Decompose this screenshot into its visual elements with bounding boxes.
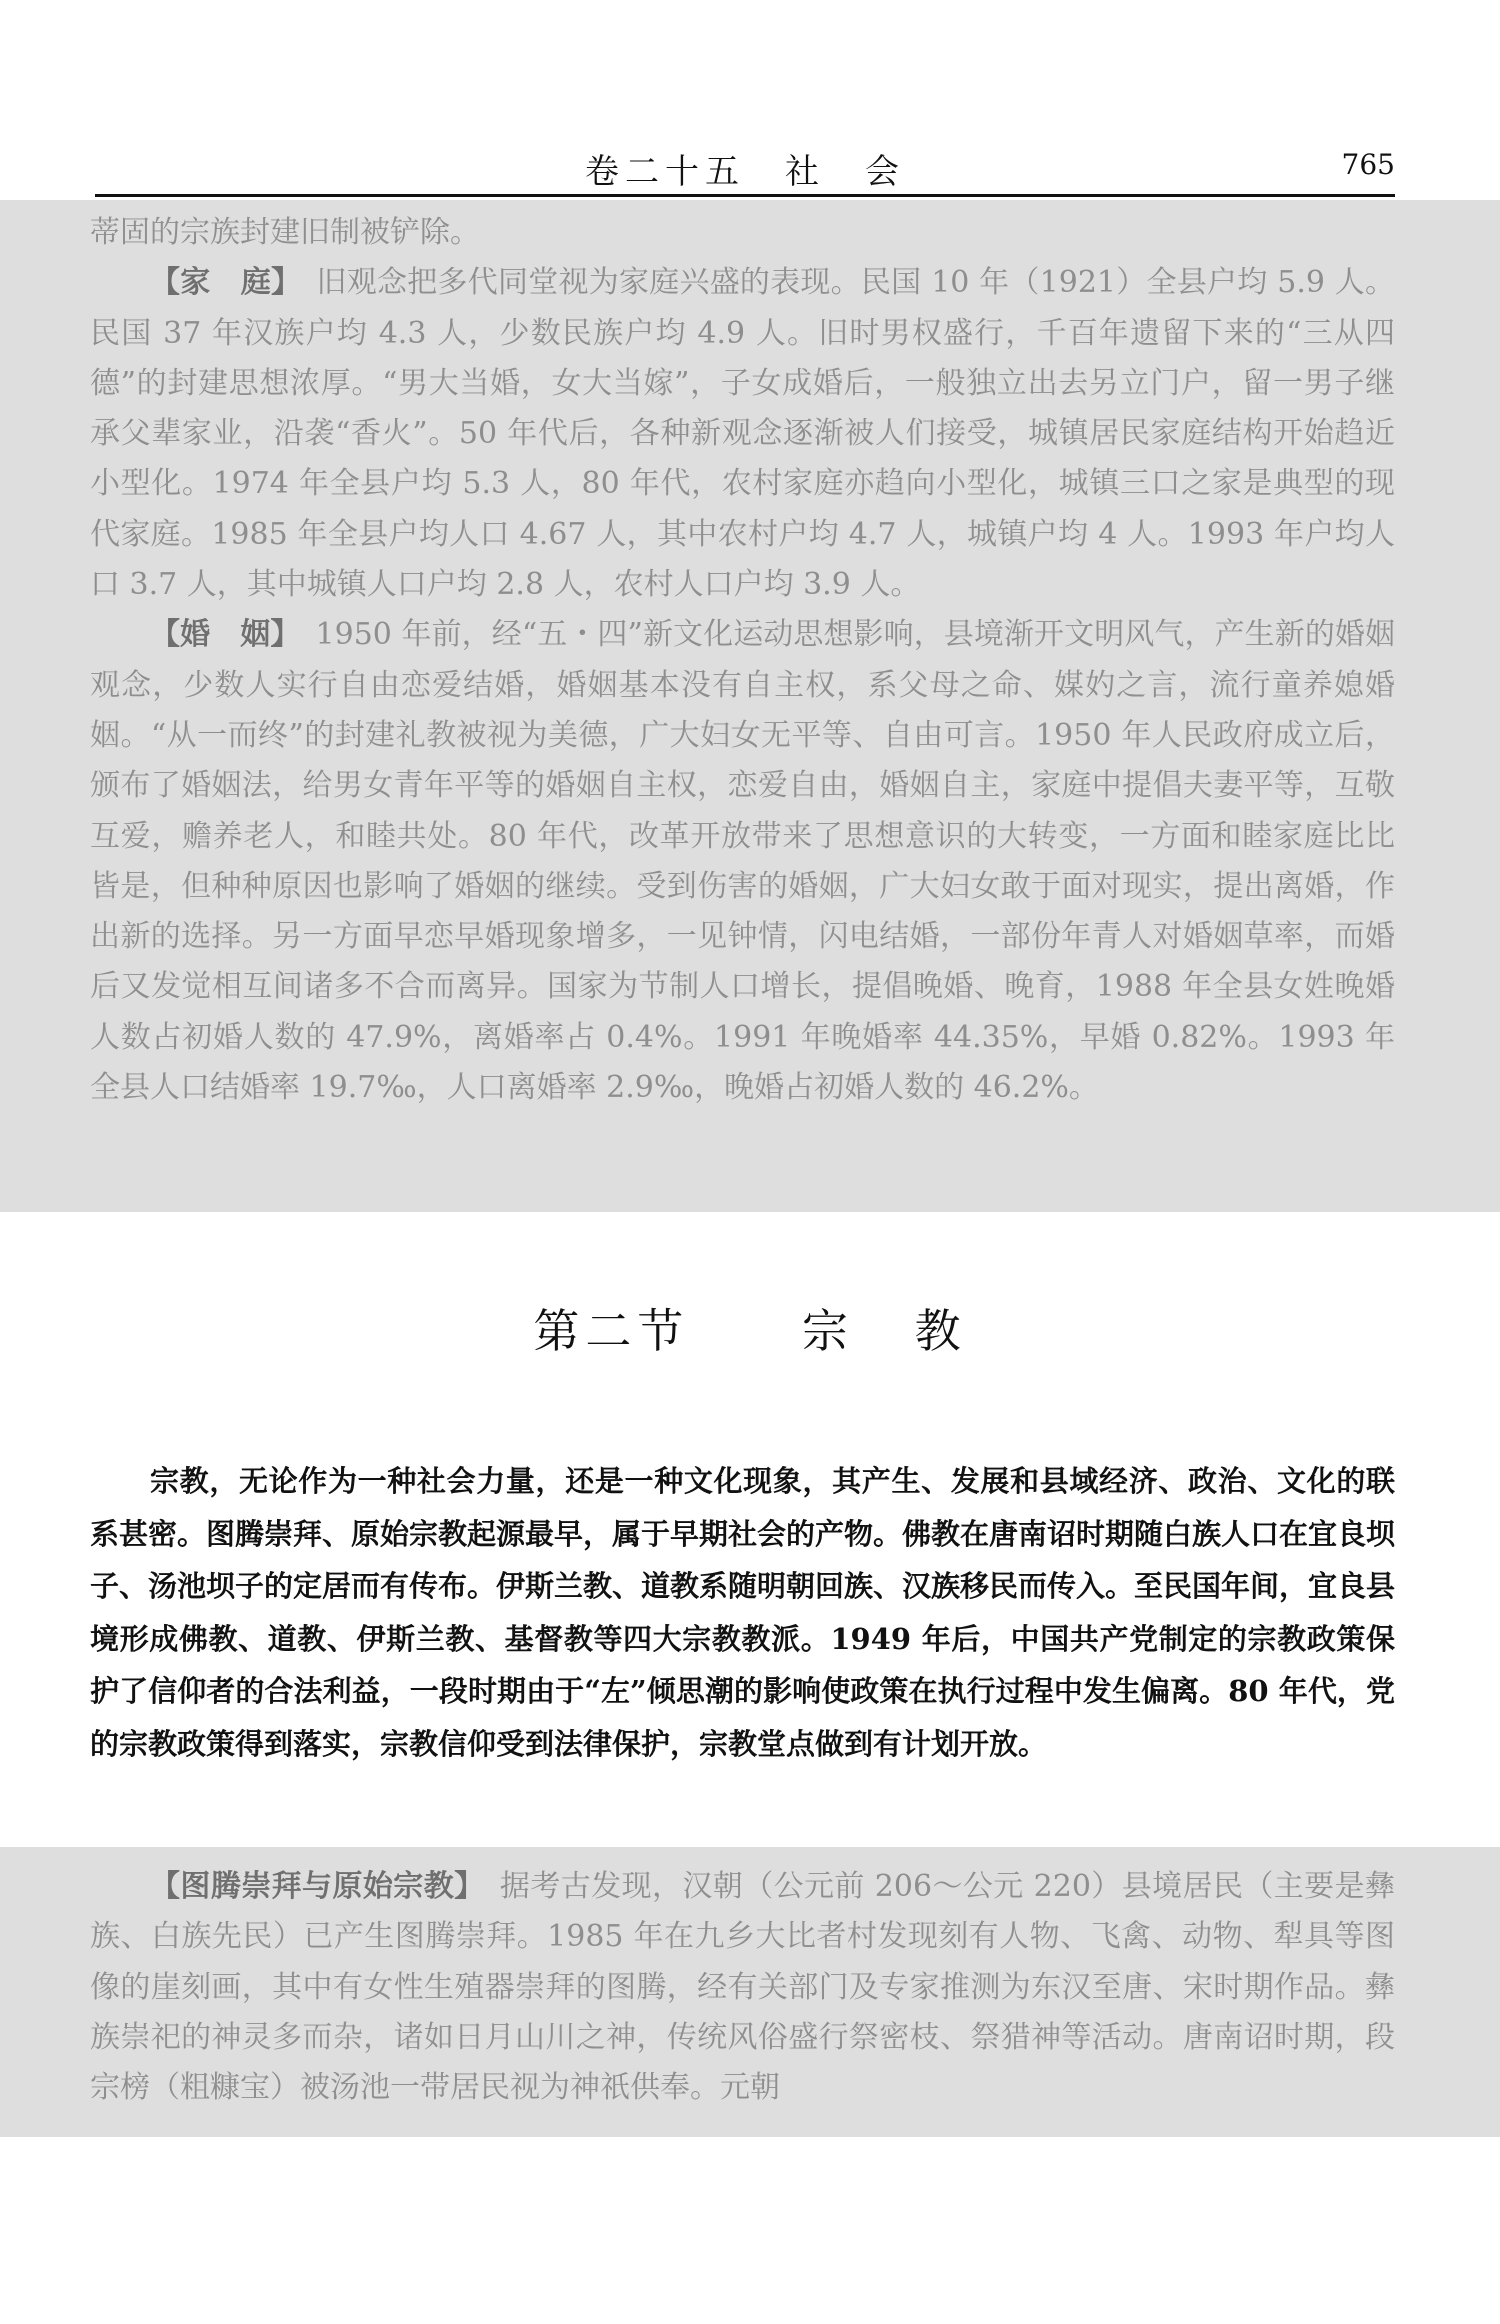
totem-text: 据考古发现，汉朝（公元前 206～公元 220）县境居民（主要是彝族、白族先民）已产生图腾崇拜。1985 年在九乡大比者村发现刻有人物、飞禽、动物、犁具等图像的崖刻画，其中有女性生殖器崇拜的图腾，经有关部门及专家推测为东汉至唐、宋时期作品。彝族崇祀的神灵多而杂，诸如日月山川之神，传统风俗盛行祭密枝、祭猎神等活动。唐南诏时期，段宗榜（粗糠宝）被汤池一带居民视为神祇供奉。元朝 bbox=[90, 1869, 1396, 2106]
chapter-title: 卷二十五 社 会 bbox=[585, 152, 905, 192]
shaded-text-block-bottom bbox=[0, 1847, 1500, 2137]
marriage-paragraph bbox=[90, 610, 1395, 1113]
marriage-heading: 【婚 姻】 bbox=[150, 617, 286, 653]
page-number: 765 bbox=[1341, 148, 1395, 181]
family-text: 旧观念把多代同堂视为家庭兴盛的表现。民国 10 年（1921）全县户均 5.9 人。民国 37 年汉族户均 4.3 人，少数民族户均 4.9 人。旧时男权盛行，千百年遗留下来的“三从四德”的封建思想浓厚。“男大当婚，女大当嫁”，子女成婚后，一般独立出去另立门户，留一男子继承父辈家业，沿袭“香火”。50 年代后，各种新观念逐渐被人们接受，城镇居民家庭结构开始趋近小型化。1974 年全县户均 5.3 人，80 年代，农村家庭亦趋向小型化，城镇三口之家是典型的现代家庭。1985 年全县户均人口 4.67 人，其中农村户均 4.7 人，城镇户均 4 人。1993 年户均人口 3.7 人，其中城镇人口户均 2.8 人，农村人口户均 3.9 人。 bbox=[90, 265, 1396, 603]
section-title: 第二节 宗 教 bbox=[533, 1304, 967, 1358]
page-header bbox=[95, 130, 1395, 200]
family-heading: 【家 庭】 bbox=[150, 265, 287, 301]
family-paragraph bbox=[90, 258, 1395, 610]
header-rule bbox=[95, 194, 1395, 197]
continued-paragraph: 蒂固的宗族封建旧制被铲除。 bbox=[90, 215, 480, 250]
totem-paragraph bbox=[90, 1862, 1395, 2113]
shaded-text-block-top bbox=[0, 200, 1500, 1212]
text-column bbox=[90, 1862, 1395, 2113]
marriage-text: 1950 年前，经“五・四”新文化运动思想影响，县境渐开文明风气，产生新的婚姻观念，少数人实行自由恋爱结婚，婚姻基本没有自主权，系父母之命、媒妁之言，流行童养媳婚姻。“从一而终”的封建礼教被视为美德，广大妇女无平等、自由可言。1950 年人民政府成立后，颁布了婚姻法，给男女青年平等的婚姻自主权，恋爱自由，婚姻自主，家庭中提倡夫妻平等，互敬互爱，赡养老人，和睦共处。80 年代，改革开放带来了思想意识的大转变，一方面和睦家庭比比皆是，但种种原因也影响了婚姻的继续。受到伤害的婚姻，广大妇女敢于面对现实，提出离婚，作出新的选择。另一方面早恋早婚现象增多，一见钟情，闪电结婚，一部份年青人对婚姻草率，而婚后又发觉相互间诸多不合而离异。国家为节制人口增长，提倡晚婚、晚育，1988 年全县女姓晚婚人数占初婚人数的 47.9%，离婚率占 0.4%。1991 年晚婚率 44.35%，早婚 0.82%。1993 年全县人口结婚率 19.7‰，人口离婚率 2.9‰，晚婚占初婚人数的 46.2%。 bbox=[90, 617, 1396, 1106]
totem-heading: 【图腾崇拜与原始宗教】 bbox=[150, 1869, 470, 1904]
section-intro: 宗教，无论作为一种社会力量，还是一种文化现象，其产生、发展和县域经济、政治、文化的联系甚密。图腾崇拜、原始宗教起源最早，属于早期社会的产物。佛教在唐南诏时期随白族人口在宜良坝子、汤池坝子的定居而有传布。伊斯兰教、道教系随明朝回族、汉族移民而传入。至民国年间，宜良县境形成佛教、道教、伊斯兰教、基督教等四大宗教教派。1949 年后，中国共产党制定的宗教政策保护了信仰者的合法利益，一段时期由于“左”倾思潮的影响使政策在执行过程中发生偏离。80 年代，党的宗教政策得到落实，宗教信仰受到法律保护，宗教堂点做到有计划开放。 bbox=[90, 1464, 1396, 1761]
text-column bbox=[90, 208, 1395, 1113]
